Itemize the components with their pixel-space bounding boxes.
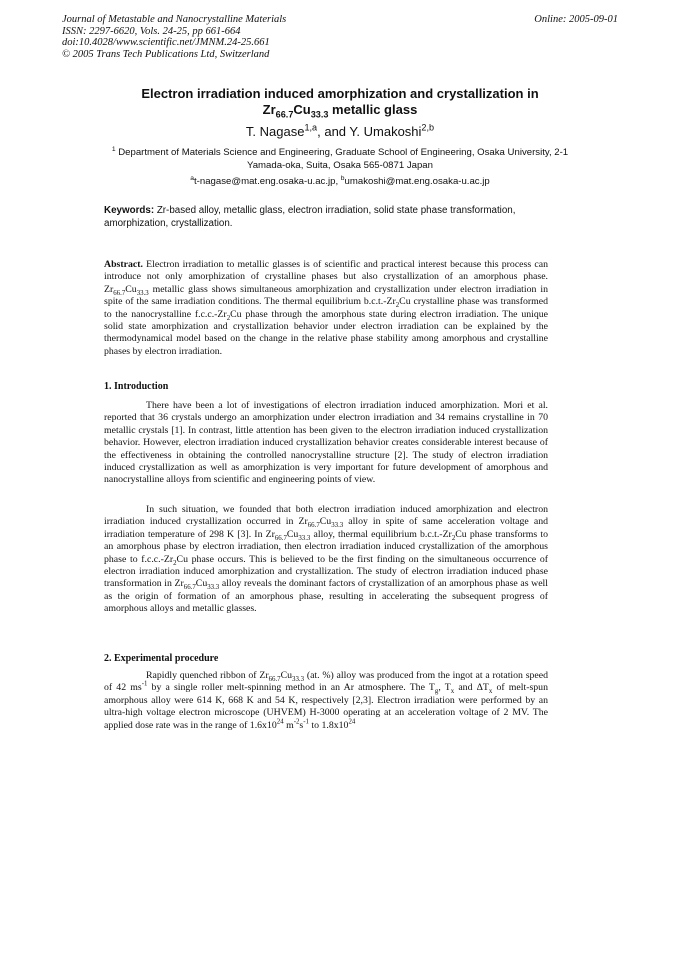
title-rest: metallic glass — [328, 101, 418, 117]
s2-text-c: by a single roller melt-spinning method in an Ar atmosphere. The T — [147, 682, 435, 694]
author-1: T. Nagase — [245, 124, 305, 139]
abstract-sub-2: 33.3 — [136, 289, 149, 297]
section-2-paragraph-1 — [104, 670, 548, 732]
s1p2-sub-1: 66.7 — [307, 522, 320, 530]
s1p2-sub-3: 66.7 — [274, 534, 287, 542]
s1p2-sub-2: 33.3 — [331, 522, 344, 530]
online-date: Online: 2005-09-01 — [534, 14, 618, 25]
title-line1: Electron irradiation induced amorphization and crystallization in — [141, 86, 539, 101]
s2-sub-3: g — [434, 688, 439, 696]
keywords-text: Zr-based alloy, metallic glass, electron irradiation, solid state phase transformation, amorphization, crystallization. — [104, 205, 516, 229]
abstract-text-4: Cu phase through the amorphous state during electron irradiation. The unique solid state amorphization and crystallization behavior under electron irradiation can be explained by the thermodynamical model based on the change in the relative phase stability among amorphous and crystalline phases by electron irradiation. — [104, 308, 548, 357]
keywords-label: Keywords: — [104, 205, 155, 216]
section-2-title: 2. Experimental procedure — [104, 653, 219, 664]
affiliation-text: Department of Materials Science and Engineering, Graduate School of Engineering, Osaka University, 2-1 Yamada-oka, Suita, Osaka 565-0871 Japan — [115, 147, 569, 171]
journal-copyright: © 2005 Trans Tech Publications Ltd, Switzerland — [62, 48, 270, 60]
s1p2-text-c: alloy, thermal equilibrium b.c.t.-Zr — [310, 528, 452, 540]
title-zr-sub: 66.7 — [275, 109, 294, 120]
s1p2-cu-1: Cu — [319, 516, 332, 528]
title-line2 — [62, 102, 618, 118]
abstract-sub-3: 2 — [395, 302, 400, 310]
s2-text-h: s — [299, 719, 304, 731]
section-1-paragraph-1: There have been a lot of investigations of electron irradiation induced amorphization. Mori et al. reported that 36 crystals undergo an amorphization under electron irradiation and 34 remains crystalline in 70 metallic crystals [1]. In contrast, little attention has been given to the electron irradiation induced crystallization behavior. However, electron irradiation induced crystallization behavior creates considerable interest because of the effectiveness in obtaining the controlled nanocrystalline structure [2]. The study of electron irradiation induced crystallization as well as amorphization is very important for future development of amorphous and nanocrystalline alloys from scientific and engineering points of view. — [104, 400, 548, 486]
s1p2-text-a: In such situation, we founded that both electron irradiation induced amorphization and electron irradiation induced crystallization occurred in Zr — [104, 504, 548, 528]
abstract-sub-4: 2 — [226, 314, 231, 322]
s2-text-b: (at. %) alloy was produced from the ingot at a rotation speed of 42 ms — [104, 670, 548, 694]
s2-text-g: m — [283, 719, 294, 731]
s2-sup-1: -1 — [141, 681, 148, 689]
s2-text-e: and ΔT — [454, 682, 489, 694]
s1p2-sub-8: 33.3 — [207, 584, 220, 592]
s1p2-text-b: alloy in spite of same acceleration voltage and irradiation temperature of 298 K [3]. In Zr — [104, 516, 548, 540]
s1p2-text-d: Cu phase transforms to an amorphous phase by electron irradiation, then electron irradiation induced crystallization of the amorphous phase to f.c.c.-Zr — [104, 528, 548, 565]
section-1-paragraph-2 — [104, 504, 548, 616]
s2-text-a: Rapidly quenched ribbon of Zr — [146, 670, 269, 681]
s2-text-f: of melt-spun amorphous alloy were 614 K, 668 K and 54 K, respectively [2,3]. Electron irradiation were performed by an ultra-high voltage electron microscope (UHVEM) H-3000 operating at an acceleration voltage of 2 MV. The applied dose rate was in the range of 1.6x10 — [104, 682, 548, 731]
section-1-title: 1. Introduction — [104, 381, 169, 392]
affiliation — [100, 147, 580, 172]
email-a-sup: a — [190, 174, 194, 182]
abstract-text-2: metallic glass shows simultaneous amorphization and crystallization under electron irradiation in spite of the same irradiation conditions. The thermal equilibrium b.c.t.-Zr — [104, 283, 548, 308]
title-cu: Cu — [293, 101, 311, 117]
s2-sub-5: x — [488, 688, 493, 696]
affiliation-num: 1 — [111, 145, 116, 153]
s1p2-sub-7: 66.7 — [183, 584, 196, 592]
s2-sub-1: 66.7 — [268, 675, 281, 683]
abstract-sub-1: 66.7 — [113, 289, 126, 297]
author-1-sup: 1,a — [304, 122, 318, 133]
s2-sub-4: x — [450, 688, 455, 696]
journal-doi: doi:10.4028/www.scientific.net/JMNM.24-25.661 — [62, 37, 270, 48]
journal-header — [62, 14, 618, 60]
s2-text-d: , T — [438, 682, 451, 694]
s1p2-sub-4: 33.3 — [298, 534, 311, 542]
s2-sup-3: -2 — [293, 718, 300, 726]
s2-sup-5: 24 — [348, 718, 356, 726]
abstract-cu: Cu — [125, 283, 137, 295]
author-2-sup: 2,b — [421, 122, 435, 133]
s1p2-text-e: Cu phase occurs. This is believed to be the first finding on the simultaneous occurrence of electron irradiation induced amorphization and crystallization. The study of electron irradiation induced phase transformation in Zr — [104, 553, 548, 590]
abstract — [104, 259, 548, 358]
title-cu-sub: 33.3 — [310, 109, 329, 120]
s1p2-text-f: alloy reveals the dominant factors of crystallization of an amorphous phase as well as the origin of formation of an amorphous phase, resulting in accelerating the subsequent progress of amorphous alloys and metallic glasses. — [104, 578, 548, 615]
abstract-text-3: Cu crystalline phase was transformed to the nanocrystalline f.c.c.-Zr — [104, 296, 548, 320]
s2-sup-4: -1 — [303, 718, 309, 726]
author-emails — [62, 176, 618, 188]
abstract-label: Abstract. — [104, 259, 143, 270]
email-a: t-nagase@mat.eng.osaka-u.ac.jp, — [194, 176, 341, 187]
keywords — [104, 205, 550, 230]
s1p2-cu-3: Cu — [195, 578, 208, 590]
abstract-text-1: Electron irradiation to metallic glasses is of scientific and practical interest because this process can introduce not only amorphization of crystalline phases but also crystallization of an amorphous phase. Zr — [104, 259, 548, 295]
s2-sup-2: 24 — [276, 718, 284, 726]
s1p2-sub-5: 2 — [451, 534, 456, 542]
paper-title — [62, 86, 618, 120]
s1p2-sub-6: 2 — [173, 559, 177, 567]
email-b-sup: b — [340, 174, 345, 182]
title-zr: Zr — [262, 101, 276, 117]
email-b: umakoshi@mat.eng.osaka-u.ac.jp — [344, 176, 490, 187]
s1p2-cu-2: Cu — [286, 528, 299, 540]
journal-issn: ISSN: 2297-6620, Vols. 24-25, pp 661-664 — [62, 25, 241, 37]
s2-cu: Cu — [280, 670, 293, 681]
s2-sub-2: 33.3 — [292, 675, 305, 683]
s2-text-i: to 1.8x10 — [308, 719, 349, 731]
authors — [62, 124, 618, 139]
journal-name: Journal of Metastable and Nanocrystalline Materials — [62, 14, 287, 25]
author-sep: , and Y. Umakoshi — [317, 124, 422, 139]
